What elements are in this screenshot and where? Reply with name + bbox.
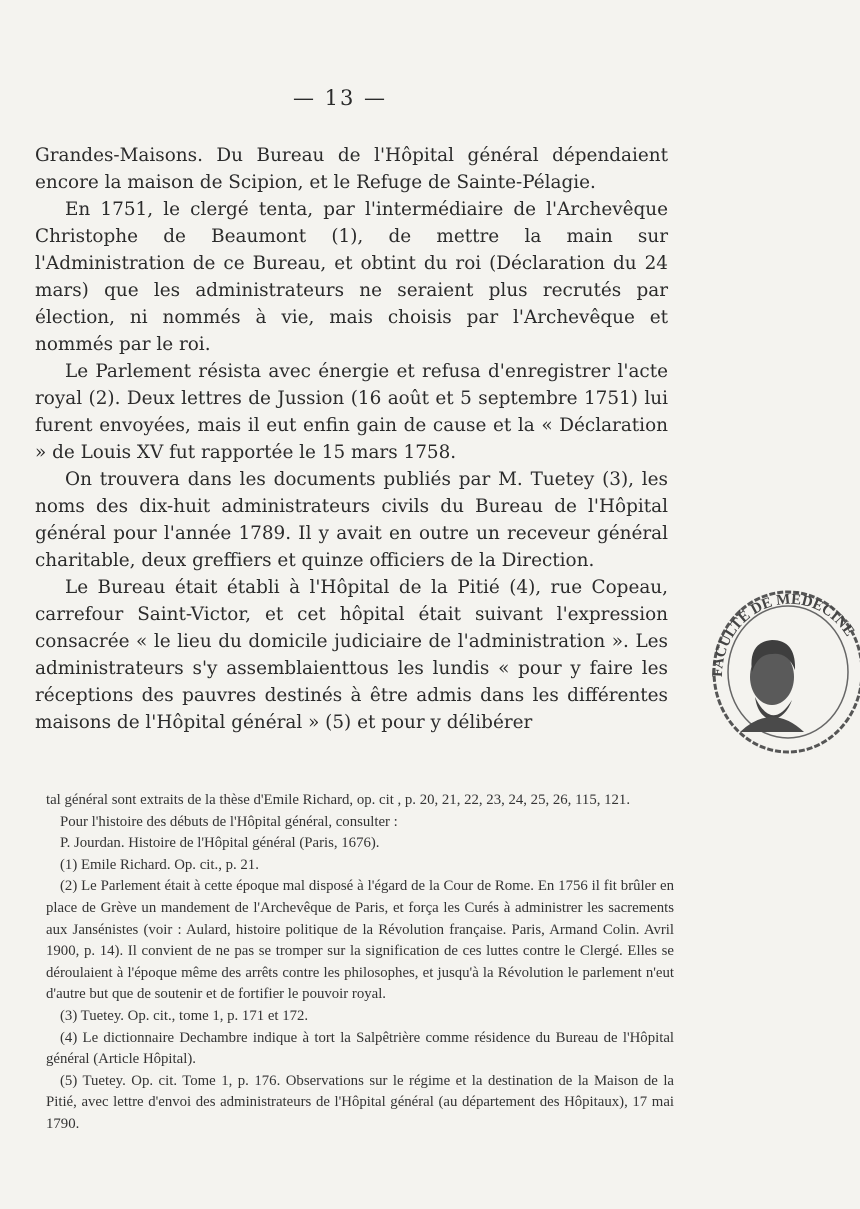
body-text [35, 142, 668, 736]
footnote: (3) Tuetey. Op. cit., tome 1, p. 171 et 172. [60, 1007, 309, 1024]
portrait-icon [740, 640, 804, 732]
paragraph: En 1751, le clergé tenta, par l'intermédiaire de l'Archevêque Christophe de Beaumont (1), de mettre la main sur l'Administration de ce Bureau, et obtint du roi (Déclaration du 24 mars) que les administrateurs ne seraient plus recrutés par élection, ni nommés à vie, mais choisis par l'Archevêque et nommés par le roi. [35, 199, 668, 355]
footnote: tal général sont extraits de la thèse d'Emile Richard, op. cit , p. 20, 21, 22, 23, 24, 25, 26, 115, 121. [46, 792, 631, 808]
footnote: Pour l'histoire des débuts de l'Hôpital général, consulter : [60, 813, 398, 830]
footnote: (4) Le dictionnaire Dechambre indique à tort la Salpêtrière comme résidence du Bureau de l'Hôpital général (Article Hôpital). [46, 1029, 674, 1068]
footnote: (5) Tuetey. Op. cit. Tome 1, p. 176. Observations sur le régime et la destination de la Maison de la Pitié, avec lettre d'envoi des administrateurs de l'Hôpital général (au département des Hôpitaux), 17 mai 1790. [46, 1072, 674, 1132]
footnote: P. Jourdan. Histoire de l'Hôpital général (Paris, 1676). [60, 835, 380, 852]
stamp-ring-text: FACULTÉ DE MÉDECINE [709, 591, 858, 678]
footnote: (2) Le Parlement était à cette époque mal disposé à l'égard de la Cour de Rome. En 1756 il fit brûler en place de Grève un mandement de l'Archevêque de Paris, et força les Curés à administrer les sacrements aux Jansénistes (voir : Aulard, histoire politique de la Révolution française. Paris, Armand Colin. Avril 1900, p. 14). Il convient de ne pas se tromper sur la signification de ces luttes contre le Clergé. Elles se déroulaient à l'époque même des arrêts contre les philosophes, et jusqu'à la Révolution le parlement n'eut d'autre but que de soutenir et de fortifier le pouvoir royal. [46, 878, 674, 1003]
paragraph: On trouvera dans les documents publiés par M. Tuetey (3), les noms des dix-huit administrateurs civils du Bureau de l'Hôpital général pour l'année 1789. Il y avait en outre un receveur général charitable, deux greffiers et quinze officiers de la Direction. [35, 469, 668, 571]
footnotes [46, 790, 674, 1136]
page-number: — 13 — [292, 86, 388, 110]
paragraph: Le Bureau était établi à l'Hôpital de la Pitié (4), rue Copeau, carrefour Saint-Victor, et cet hôpital était suivant l'expression consacrée « le lieu du domicile judiciaire de l'administration ». Les administrateurs s'y assemblaienttous les lundis « pour y faire les réceptions des pauvres destinés à être admis dans les différentes maisons de l'Hôpital général » (5) et pour y délibérer [35, 577, 668, 733]
footnote: (1) Emile Richard. Op. cit., p. 21. [60, 856, 259, 873]
library-stamp [700, 582, 860, 762]
paragraph: Grandes-Maisons. Du Bureau de l'Hôpital général dépendaient encore la maison de Scipion, et le Refuge de Sainte-Pélagie. [35, 145, 668, 193]
paragraph: Le Parlement résista avec énergie et refusa d'enregistrer l'acte royal (2). Deux lettres de Jussion (16 août et 5 septembre 1751) lui furent envoyées, mais il eut enfin gain de cause et la « Déclaration » de Louis XV fut rapportée le 15 mars 1758. [35, 361, 668, 463]
